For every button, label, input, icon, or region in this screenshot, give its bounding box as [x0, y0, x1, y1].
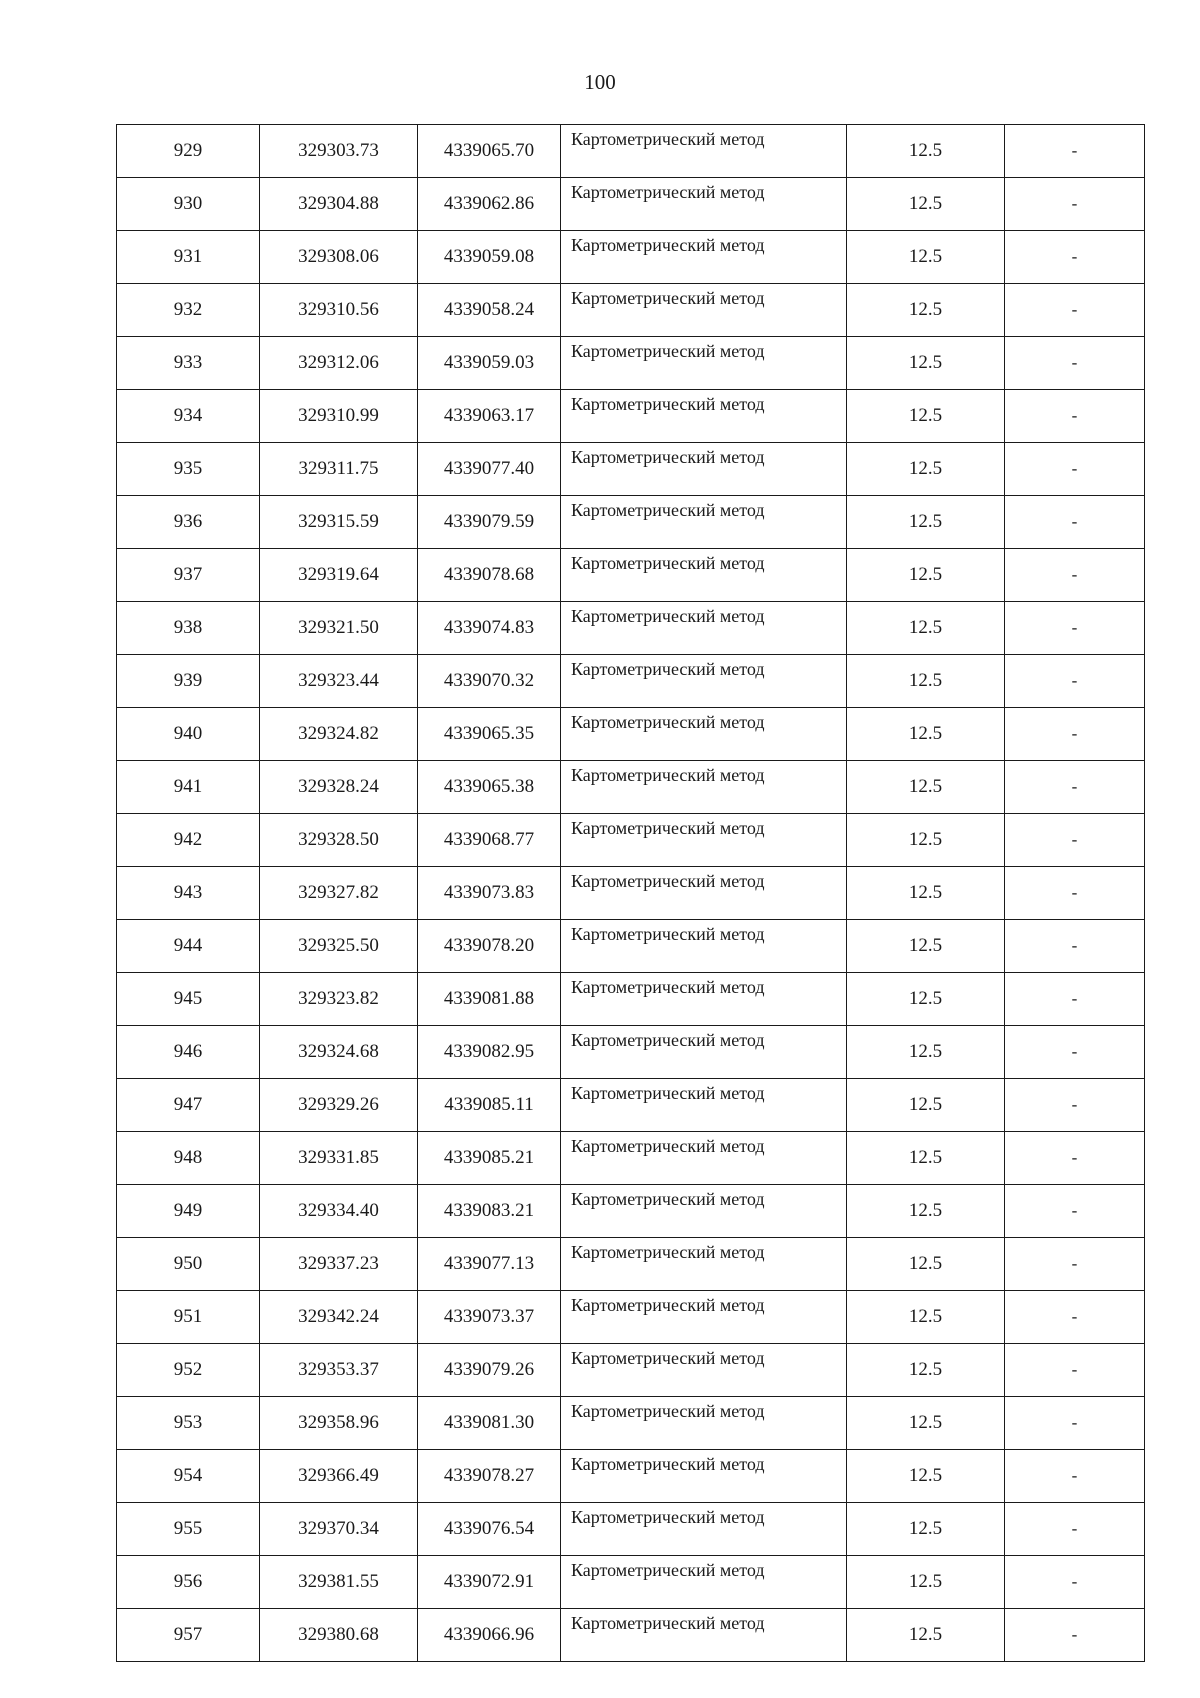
precision-cell: 12.5: [847, 337, 1005, 390]
point-number-cell: 933: [117, 337, 260, 390]
point-number-cell: 951: [117, 1291, 260, 1344]
note-cell: -: [1005, 443, 1145, 496]
precision-cell: 12.5: [847, 1609, 1005, 1662]
y-coordinate-cell: 4339073.37: [418, 1291, 561, 1344]
point-number-cell: 945: [117, 973, 260, 1026]
precision-cell: 12.5: [847, 761, 1005, 814]
point-number-cell: 943: [117, 867, 260, 920]
point-number-cell: 935: [117, 443, 260, 496]
note-cell: -: [1005, 125, 1145, 178]
method-cell: Картометрический метод: [561, 1450, 847, 1503]
table-row: [117, 231, 1145, 284]
precision-cell: 12.5: [847, 1503, 1005, 1556]
note-cell: -: [1005, 1238, 1145, 1291]
method-cell: Картометрический метод: [561, 337, 847, 390]
x-coordinate-cell: 329312.06: [260, 337, 418, 390]
table-row: [117, 973, 1145, 1026]
method-cell: Картометрический метод: [561, 231, 847, 284]
y-coordinate-cell: 4339077.13: [418, 1238, 561, 1291]
y-coordinate-cell: 4339065.35: [418, 708, 561, 761]
table-row: [117, 920, 1145, 973]
precision-cell: 12.5: [847, 973, 1005, 1026]
table-row: [117, 1503, 1145, 1556]
y-coordinate-cell: 4339059.03: [418, 337, 561, 390]
point-number-cell: 944: [117, 920, 260, 973]
precision-cell: 12.5: [847, 1238, 1005, 1291]
point-number-cell: 930: [117, 178, 260, 231]
table-row: [117, 1556, 1145, 1609]
precision-cell: 12.5: [847, 1397, 1005, 1450]
note-cell: -: [1005, 867, 1145, 920]
table-row: [117, 1397, 1145, 1450]
method-cell: Картометрический метод: [561, 1185, 847, 1238]
y-coordinate-cell: 4339074.83: [418, 602, 561, 655]
point-number-cell: 956: [117, 1556, 260, 1609]
table-row: [117, 1344, 1145, 1397]
y-coordinate-cell: 4339081.88: [418, 973, 561, 1026]
precision-cell: 12.5: [847, 1079, 1005, 1132]
note-cell: -: [1005, 655, 1145, 708]
method-cell: Картометрический метод: [561, 284, 847, 337]
method-cell: Картометрический метод: [561, 708, 847, 761]
method-cell: Картометрический метод: [561, 602, 847, 655]
note-cell: -: [1005, 814, 1145, 867]
point-number-cell: 938: [117, 602, 260, 655]
precision-cell: 12.5: [847, 390, 1005, 443]
point-number-cell: 946: [117, 1026, 260, 1079]
table-row: [117, 443, 1145, 496]
precision-cell: 12.5: [847, 1291, 1005, 1344]
precision-cell: 12.5: [847, 178, 1005, 231]
table-row: [117, 1132, 1145, 1185]
y-coordinate-cell: 4339079.59: [418, 496, 561, 549]
x-coordinate-cell: 329366.49: [260, 1450, 418, 1503]
point-number-cell: 948: [117, 1132, 260, 1185]
table-row: [117, 655, 1145, 708]
point-number-cell: 941: [117, 761, 260, 814]
note-cell: -: [1005, 1503, 1145, 1556]
note-cell: -: [1005, 1397, 1145, 1450]
point-number-cell: 936: [117, 496, 260, 549]
precision-cell: 12.5: [847, 655, 1005, 708]
x-coordinate-cell: 329328.50: [260, 814, 418, 867]
precision-cell: 12.5: [847, 920, 1005, 973]
coordinates-table: [116, 124, 1145, 1662]
x-coordinate-cell: 329323.44: [260, 655, 418, 708]
table-row: [117, 1291, 1145, 1344]
table-row: [117, 867, 1145, 920]
method-cell: Картометрический метод: [561, 920, 847, 973]
note-cell: -: [1005, 1185, 1145, 1238]
table-row: [117, 602, 1145, 655]
y-coordinate-cell: 4339078.27: [418, 1450, 561, 1503]
method-cell: Картометрический метод: [561, 1079, 847, 1132]
note-cell: -: [1005, 178, 1145, 231]
x-coordinate-cell: 329358.96: [260, 1397, 418, 1450]
point-number-cell: 953: [117, 1397, 260, 1450]
y-coordinate-cell: 4339063.17: [418, 390, 561, 443]
x-coordinate-cell: 329311.75: [260, 443, 418, 496]
y-coordinate-cell: 4339085.11: [418, 1079, 561, 1132]
y-coordinate-cell: 4339066.96: [418, 1609, 561, 1662]
x-coordinate-cell: 329308.06: [260, 231, 418, 284]
precision-cell: 12.5: [847, 496, 1005, 549]
point-number-cell: 950: [117, 1238, 260, 1291]
method-cell: Картометрический метод: [561, 1609, 847, 1662]
y-coordinate-cell: 4339085.21: [418, 1132, 561, 1185]
y-coordinate-cell: 4339065.38: [418, 761, 561, 814]
note-cell: -: [1005, 1344, 1145, 1397]
method-cell: Картометрический метод: [561, 178, 847, 231]
x-coordinate-cell: 329324.82: [260, 708, 418, 761]
y-coordinate-cell: 4339068.77: [418, 814, 561, 867]
method-cell: Картометрический метод: [561, 1556, 847, 1609]
table-row: [117, 125, 1145, 178]
method-cell: Картометрический метод: [561, 390, 847, 443]
x-coordinate-cell: 329310.56: [260, 284, 418, 337]
x-coordinate-cell: 329329.26: [260, 1079, 418, 1132]
note-cell: -: [1005, 1556, 1145, 1609]
method-cell: Картометрический метод: [561, 1397, 847, 1450]
y-coordinate-cell: 4339079.26: [418, 1344, 561, 1397]
y-coordinate-cell: 4339076.54: [418, 1503, 561, 1556]
table-row: [117, 1450, 1145, 1503]
precision-cell: 12.5: [847, 814, 1005, 867]
precision-cell: 12.5: [847, 125, 1005, 178]
note-cell: -: [1005, 920, 1145, 973]
method-cell: Картометрический метод: [561, 443, 847, 496]
point-number-cell: 957: [117, 1609, 260, 1662]
x-coordinate-cell: 329337.23: [260, 1238, 418, 1291]
x-coordinate-cell: 329331.85: [260, 1132, 418, 1185]
y-coordinate-cell: 4339077.40: [418, 443, 561, 496]
precision-cell: 12.5: [847, 867, 1005, 920]
x-coordinate-cell: 329304.88: [260, 178, 418, 231]
x-coordinate-cell: 329319.64: [260, 549, 418, 602]
y-coordinate-cell: 4339070.32: [418, 655, 561, 708]
method-cell: Картометрический метод: [561, 1291, 847, 1344]
y-coordinate-cell: 4339065.70: [418, 125, 561, 178]
note-cell: -: [1005, 1026, 1145, 1079]
x-coordinate-cell: 329380.68: [260, 1609, 418, 1662]
method-cell: Картометрический метод: [561, 496, 847, 549]
x-coordinate-cell: 329325.50: [260, 920, 418, 973]
precision-cell: 12.5: [847, 1185, 1005, 1238]
table-row: [117, 814, 1145, 867]
note-cell: -: [1005, 1450, 1145, 1503]
note-cell: -: [1005, 1291, 1145, 1344]
y-coordinate-cell: 4339083.21: [418, 1185, 561, 1238]
method-cell: Картометрический метод: [561, 549, 847, 602]
note-cell: -: [1005, 549, 1145, 602]
point-number-cell: 940: [117, 708, 260, 761]
precision-cell: 12.5: [847, 549, 1005, 602]
precision-cell: 12.5: [847, 1344, 1005, 1397]
point-number-cell: 929: [117, 125, 260, 178]
method-cell: Картометрический метод: [561, 1503, 847, 1556]
page-number: 100: [584, 70, 616, 94]
note-cell: -: [1005, 284, 1145, 337]
point-number-cell: 934: [117, 390, 260, 443]
y-coordinate-cell: 4339058.24: [418, 284, 561, 337]
note-cell: -: [1005, 231, 1145, 284]
note-cell: -: [1005, 390, 1145, 443]
x-coordinate-cell: 329334.40: [260, 1185, 418, 1238]
x-coordinate-cell: 329381.55: [260, 1556, 418, 1609]
note-cell: -: [1005, 708, 1145, 761]
x-coordinate-cell: 329328.24: [260, 761, 418, 814]
y-coordinate-cell: 4339081.30: [418, 1397, 561, 1450]
x-coordinate-cell: 329323.82: [260, 973, 418, 1026]
y-coordinate-cell: 4339078.20: [418, 920, 561, 973]
method-cell: Картометрический метод: [561, 761, 847, 814]
precision-cell: 12.5: [847, 1556, 1005, 1609]
point-number-cell: 954: [117, 1450, 260, 1503]
point-number-cell: 952: [117, 1344, 260, 1397]
x-coordinate-cell: 329303.73: [260, 125, 418, 178]
y-coordinate-cell: 4339059.08: [418, 231, 561, 284]
y-coordinate-cell: 4339073.83: [418, 867, 561, 920]
method-cell: Картометрический метод: [561, 814, 847, 867]
note-cell: -: [1005, 602, 1145, 655]
x-coordinate-cell: 329342.24: [260, 1291, 418, 1344]
point-number-cell: 947: [117, 1079, 260, 1132]
precision-cell: 12.5: [847, 284, 1005, 337]
x-coordinate-cell: 329353.37: [260, 1344, 418, 1397]
table-row: [117, 337, 1145, 390]
precision-cell: 12.5: [847, 443, 1005, 496]
method-cell: Картометрический метод: [561, 1132, 847, 1185]
y-coordinate-cell: 4339062.86: [418, 178, 561, 231]
table-row: [117, 496, 1145, 549]
note-cell: -: [1005, 761, 1145, 814]
note-cell: -: [1005, 496, 1145, 549]
y-coordinate-cell: 4339082.95: [418, 1026, 561, 1079]
table-row: [117, 1185, 1145, 1238]
x-coordinate-cell: 329324.68: [260, 1026, 418, 1079]
point-number-cell: 939: [117, 655, 260, 708]
precision-cell: 12.5: [847, 231, 1005, 284]
precision-cell: 12.5: [847, 708, 1005, 761]
table-row: [117, 708, 1145, 761]
method-cell: Картометрический метод: [561, 1344, 847, 1397]
table-row: [117, 761, 1145, 814]
y-coordinate-cell: 4339072.91: [418, 1556, 561, 1609]
x-coordinate-cell: 329321.50: [260, 602, 418, 655]
x-coordinate-cell: 329310.99: [260, 390, 418, 443]
point-number-cell: 937: [117, 549, 260, 602]
point-number-cell: 932: [117, 284, 260, 337]
table-row: [117, 178, 1145, 231]
table-body: [117, 125, 1145, 1662]
method-cell: Картометрический метод: [561, 973, 847, 1026]
method-cell: Картометрический метод: [561, 867, 847, 920]
y-coordinate-cell: 4339078.68: [418, 549, 561, 602]
table-row: [117, 1026, 1145, 1079]
note-cell: -: [1005, 1609, 1145, 1662]
method-cell: Картометрический метод: [561, 125, 847, 178]
method-cell: Картометрический метод: [561, 1238, 847, 1291]
point-number-cell: 931: [117, 231, 260, 284]
x-coordinate-cell: 329327.82: [260, 867, 418, 920]
note-cell: -: [1005, 973, 1145, 1026]
table-row: [117, 549, 1145, 602]
note-cell: -: [1005, 337, 1145, 390]
x-coordinate-cell: 329315.59: [260, 496, 418, 549]
point-number-cell: 949: [117, 1185, 260, 1238]
table-row: [117, 1609, 1145, 1662]
precision-cell: 12.5: [847, 1132, 1005, 1185]
note-cell: -: [1005, 1079, 1145, 1132]
table-row: [117, 390, 1145, 443]
note-cell: -: [1005, 1132, 1145, 1185]
method-cell: Картометрический метод: [561, 1026, 847, 1079]
precision-cell: 12.5: [847, 1026, 1005, 1079]
point-number-cell: 955: [117, 1503, 260, 1556]
point-number-cell: 942: [117, 814, 260, 867]
table-row: [117, 1079, 1145, 1132]
method-cell: Картометрический метод: [561, 655, 847, 708]
table-row: [117, 284, 1145, 337]
precision-cell: 12.5: [847, 1450, 1005, 1503]
table-row: [117, 1238, 1145, 1291]
x-coordinate-cell: 329370.34: [260, 1503, 418, 1556]
precision-cell: 12.5: [847, 602, 1005, 655]
